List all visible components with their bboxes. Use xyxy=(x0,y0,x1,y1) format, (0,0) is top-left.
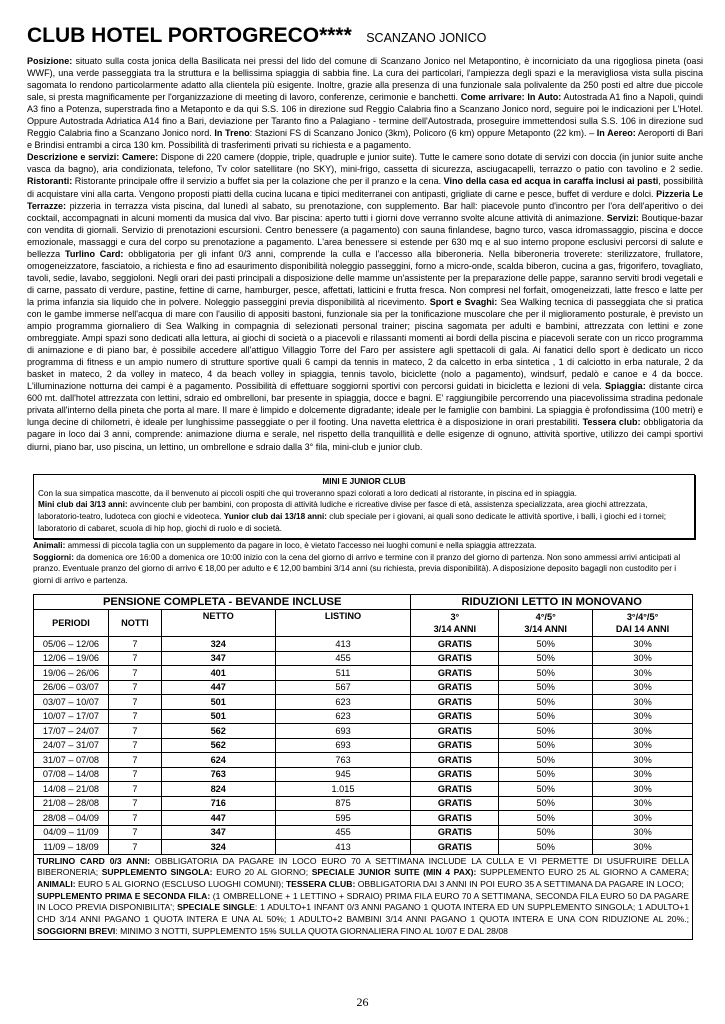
cell-listino: 693 xyxy=(275,724,411,739)
cell-notti: 7 xyxy=(108,666,161,681)
text-turlino: obbligatoria per gli infant 0/3 anni, comprende la culla e l'accesso alla biberoneria. Nella biberoneria troverete: sterilizzatore, frullatore, omogeneizzatore, fasciatoio, a richiesta e fino ad esaurimento disponibilità noleggio passeggini, forno a micro-onde, scalda biberon, cucina a gas, frigorifero, tovagliato, tavoli, sedie, lavabo, seggioloni. Negli orari dei pasti principali a disposizione delle mamme un'assistente per la preparazione delle pappe, saranno serviti brodi vegetali e di carne, passato di verdure, pastine, fettine di carne, hamburger, pesce, affettati, latticini e frutta fresca. Non compresi nel forfait, omogeneizzati, latte fresco e latte per la prima infanzia sia liquido che in polvere. Noleggio passeggini previa disponibilità al ricevimento. xyxy=(27,248,703,307)
cell-rid-3: GRATIS xyxy=(411,680,499,695)
col-header-rid-45-line1: 4°/5° xyxy=(535,612,556,622)
table-notes xyxy=(34,854,693,940)
cell-netto: 824 xyxy=(161,782,275,797)
note-text-turlino: OBBLIGATORIA DA PAGARE IN LOCO EURO 70 A SETTIMANA INCLUDE LA CULLA E VI PERMETTE DI USUFRUIRE DELLA BIBERONERIA; xyxy=(37,855,689,878)
cell-rid-45: 50% xyxy=(499,637,593,652)
table-row xyxy=(34,695,693,710)
col-header-listino: LISTINO xyxy=(275,610,411,637)
table-row xyxy=(34,796,693,811)
cell-periodo: 04/09 – 11/09 xyxy=(34,825,109,840)
cell-rid-345: 30% xyxy=(593,709,693,724)
cell-netto: 347 xyxy=(161,825,275,840)
group-header-pensione: PENSIONE COMPLETA - BEVANDE INCLUSE xyxy=(34,595,411,610)
cell-listino: 623 xyxy=(275,695,411,710)
cell-rid-345: 30% xyxy=(593,724,693,739)
hotel-location: SCANZANO JONICO xyxy=(366,31,487,45)
note-label-single: SPECIALE SINGLE xyxy=(177,902,255,913)
label-turlino: Turlino Card: xyxy=(65,248,124,259)
table-row xyxy=(34,738,693,753)
table-row xyxy=(34,637,693,652)
cell-periodo: 28/08 – 04/09 xyxy=(34,811,109,826)
text-spiaggia: distante circa 600 mt. dall'hotel attrezzata con lettini, sdraio ed ombrelloni, bar presente in spiaggia, docce e bagni. E' raggiungibile percorrendo una piacevolissima stradina pedonale privata all'interno della pineta che porta al mare. Il mare è limpido e dolcemente digradante; ideale per le famiglie con bambini. La spiaggia è profondissima (100 metri) e lunga decine di chilometri, è ideale per lunghissime passeggiate o per il footing. Una navetta elettrica è a disposizione in orari prestabiliti. xyxy=(27,381,703,428)
label-treno: In Treno xyxy=(214,128,250,139)
cell-notti: 7 xyxy=(108,709,161,724)
cell-rid-345: 30% xyxy=(593,637,693,652)
animali-paragraph xyxy=(33,540,695,552)
cell-rid-45: 50% xyxy=(499,811,593,826)
note-text-junior-suite: SUPPLEMENTO EURO 25 AL GIORNO A CAMERA; xyxy=(476,867,689,878)
col-header-periodi: PERIODI xyxy=(34,610,109,637)
cell-netto: 447 xyxy=(161,811,275,826)
cell-rid-45: 50% xyxy=(499,825,593,840)
cell-periodo: 14/08 – 21/08 xyxy=(34,782,109,797)
label-servizi: Servizi: xyxy=(606,212,639,223)
label-sport: Sport e Svaghi: xyxy=(429,296,498,307)
text-animali: ammessi di piccola taglia con un supplemento da pagare in loco, è vietato l'accesso nei luoghi comuni e nella spiaggia attrezzata. xyxy=(65,541,537,550)
hotel-description xyxy=(27,55,703,453)
club-intro: Con la sua simpatica mascotte, da il benvenuto ai piccoli ospiti che qui troveranno spazi colorati a loro dedicati al ristorante, in piscina ed in spiaggia. xyxy=(38,488,577,498)
label-soggiorni: Soggiorni: xyxy=(33,552,74,562)
label-vino: Vino della casa ed acqua in caraffa inclusi ai pasti xyxy=(443,176,659,187)
label-tessera: Tessera club: xyxy=(582,417,641,428)
label-yunior-club: Yunior club dai 13/18 anni: xyxy=(223,512,327,522)
note-label-singola: SUPPLEMENTO SINGOLA: xyxy=(101,867,213,878)
cell-netto: 562 xyxy=(161,724,275,739)
label-posizione: Posizione: xyxy=(27,56,73,66)
cell-notti: 7 xyxy=(108,782,161,797)
cell-periodo: 05/06 – 12/06 xyxy=(34,637,109,652)
cell-periodo: 12/06 – 19/06 xyxy=(34,651,109,666)
text-sport: Sea Walking tecnica di passeggiata che si pratica con le gambe immerse nell'acqua di mare con l'ausilio di appositi bastoni, funzionale sia per la tonificazione muscolare che per il miglioramento posturale, è previsto un ampio programma giornaliero di Sea Walking in compagnia di selezionati personal trainer; piscina sagomata per adulti e bambini, attrezzata con lettini e zone ombreggiate. Ampi spazi sono dedicati alla lettura, ai giochi di società o a piacevoli e rilassanti momenti ai bordi della piscina e piacevoli serate con un ricco programma di animazione e di piano bar, è possibile accedere all'attiguo Villaggio Torre del Faro per assistere agli spettacoli di gala. Ai fanatici dello sport è dedicato un ricco programma di fitness e un ampio numero di strutture sportive quali 6 campi da tennis in mateco, 2 da calcetto in erba sintetica , 1 di calciotto in erba naturale, 2 da basket in mateco, 2 da volley in mateco, 4 da beach volley in spiaggia, tennis tavolo, biciclette (nolo a pagamento), windsurf, pedalò e canoe e 4 da bocce. L'illuminazione notturna dei campi è a pagamento. Possibilità di effettuare soggiorni sportivi con percorsi guidati in bicicletta e lezioni di vela. xyxy=(27,296,703,392)
cell-rid-3: GRATIS xyxy=(411,695,499,710)
cell-netto: 716 xyxy=(161,796,275,811)
table-group-header-row xyxy=(34,595,693,610)
cell-rid-45: 50% xyxy=(499,767,593,782)
cell-netto: 347 xyxy=(161,651,275,666)
table-row xyxy=(34,724,693,739)
label-animali: Animali: xyxy=(33,541,66,550)
table-row xyxy=(34,840,693,855)
cell-periodo: 24/07 – 31/07 xyxy=(34,738,109,753)
price-table-body xyxy=(34,637,693,855)
cell-notti: 7 xyxy=(108,840,161,855)
col-header-rid-45 xyxy=(499,610,593,637)
cell-periodo: 11/09 – 18/09 xyxy=(34,840,109,855)
cell-listino: 1.015 xyxy=(275,782,411,797)
note-text-single: : 1 ADULTO+1 INFANT 0/3 ANNI PAGANO 1 QUOTA INTERA ED UN SUPPLEMENTO SINGOLA; 1 ADULTO+1 CHD 3/14 ANNI PAGANO 1 QUOTA INTERA E UNA AL 50%; 1 ADULTO+2 BAMBINI 3/14 ANNI PAGANO 1 QUOTA INTERA E UNA CON RIDUZIONE AL 20%.; xyxy=(37,902,690,925)
table-row xyxy=(34,825,693,840)
table-row xyxy=(34,753,693,768)
text-yunior-club: club speciale per i giovani, ai quali sono dedicate le attività sportive, i balli, i giochi ed i tornei; laboratorio di cabaret, scuola di hip hop, giochi di ruolo e di società. xyxy=(38,512,667,533)
club-box-title: MINI E JUNIOR CLUB xyxy=(322,477,406,486)
cell-rid-3: GRATIS xyxy=(411,724,499,739)
table-row xyxy=(34,767,693,782)
text-tessera: obbligatoria da pagare in loco dai 3 anni, comprende: animazione diurna e serale, nel rispetto della tranquillità e delle esigenze di ognuno, attività sportive, utilizzo dei campi sportivi diurni, piano bar, uso piscina, un lettino, un ombrellone e sdraio dalla 3° fila, mini-club e junior club. xyxy=(27,417,703,452)
col-header-rid-3-line1: 3° xyxy=(450,612,460,622)
cell-rid-345: 30% xyxy=(593,767,693,782)
note-label-junior-suite: SPECIALE JUNIOR SUITE (MIN 4 PAX): xyxy=(311,867,477,878)
cell-listino: 623 xyxy=(275,709,411,724)
cell-rid-3: GRATIS xyxy=(411,637,499,652)
col-header-rid-45-line2: 3/14 ANNI xyxy=(524,624,567,634)
note-label-fila: SUPPLEMENTO PRIMA E SECONDA FILA: xyxy=(37,890,211,901)
club-details xyxy=(38,499,690,534)
label-come-arrivare: Come arrivare: In Auto: xyxy=(460,92,562,103)
cell-rid-45: 50% xyxy=(499,796,593,811)
description-paragraph-services xyxy=(27,151,703,452)
cell-netto: 324 xyxy=(161,840,275,855)
group-header-riduzioni: RIDUZIONI LETTO IN MONOVANO xyxy=(411,595,693,610)
col-header-netto: NETTO xyxy=(161,610,275,637)
cell-rid-45: 50% xyxy=(499,709,593,724)
cell-rid-3: GRATIS xyxy=(411,709,499,724)
page-header xyxy=(27,24,486,48)
misc-info xyxy=(33,540,695,587)
cell-rid-45: 50% xyxy=(499,753,593,768)
col-header-rid-345-line1: 3°/4°/5° xyxy=(626,612,659,622)
label-spiaggia: Spiaggia: xyxy=(605,381,646,392)
cell-rid-3: GRATIS xyxy=(411,782,499,797)
cell-listino: 693 xyxy=(275,738,411,753)
table-row xyxy=(34,651,693,666)
soggiorni-paragraph xyxy=(33,552,695,587)
col-header-rid-345 xyxy=(593,610,693,637)
label-pizzeria: Pizzeria Le Terrazze: xyxy=(27,188,704,211)
cell-rid-3: GRATIS xyxy=(411,811,499,826)
text-treno: : Stazioni FS di Scanzano Jonico (3km), Policoro (6 km) oppure Metaponto (22 km). – xyxy=(249,128,597,139)
cell-notti: 7 xyxy=(108,637,161,652)
col-header-notti: NOTTI xyxy=(108,610,161,637)
cell-notti: 7 xyxy=(108,651,161,666)
cell-rid-45: 50% xyxy=(499,695,593,710)
note-label-brevi: SOGGIORNI BREVI xyxy=(37,925,116,936)
cell-listino: 875 xyxy=(275,796,411,811)
cell-rid-45: 50% xyxy=(499,680,593,695)
label-ristoranti: Ristoranti: xyxy=(27,176,73,187)
cell-rid-3: GRATIS xyxy=(411,825,499,840)
cell-rid-345: 30% xyxy=(593,680,693,695)
cell-netto: 401 xyxy=(161,666,275,681)
price-table xyxy=(33,594,693,940)
cell-periodo: 17/07 – 24/07 xyxy=(34,724,109,739)
note-text-animali: EURO 5 AL GIORNO (ESCLUSO LUOGHI COMUNI); xyxy=(75,878,286,889)
cell-netto: 763 xyxy=(161,767,275,782)
description-paragraph-position xyxy=(27,55,703,151)
cell-notti: 7 xyxy=(108,796,161,811)
cell-periodo: 19/06 – 26/06 xyxy=(34,666,109,681)
cell-rid-45: 50% xyxy=(499,840,593,855)
cell-periodo: 21/08 – 28/08 xyxy=(34,796,109,811)
cell-rid-345: 30% xyxy=(593,651,693,666)
cell-notti: 7 xyxy=(108,825,161,840)
text-come-arrivare: Autostrada A1 fino a Napoli, quindi A3 fino a Potenza, superstrada fino a Metaponto e da qui S.S. 106 in direzione sud Reggio Calabria fino a Scanzano Jonico nord, seguire poi le indicazioni per L'Hotel. Oppure Autostrada Adriatica A14 fino a Bari, deviazione per Taranto fino a Palagiano - termine dell'Autostrada, proseguire immettendosi sulla S.S. 106 in direzione sud Reggio Calabria fino a Scanzano Jonico nord. xyxy=(27,92,704,139)
cell-notti: 7 xyxy=(108,680,161,695)
page-number: 26 xyxy=(356,995,369,1009)
table-row xyxy=(34,680,693,695)
cell-periodo: 07/08 – 14/08 xyxy=(34,767,109,782)
text-posizione: situato sulla costa jonica della Basilicata nei pressi del lido del comune di Scanzano Jonico nel Metapontino, è incorniciato da una rigogliosa pineta (oasi WWF), una verde passeggiata tra la struttura e la bellissima spiaggia di sabbia fine. La cura dei particolari, l'ampiezza degli spazi e la meravigliosa vista sulla piscina sagomata lo rendono particolarmente adatto alla clientela più esigente. Inoltre, grazie alla presenza di una funzionale sala polivalente da 250 posti ed altre due piccole sale, si presta magnificamente per l'organizzazione di meeting di lavoro, conferenze, cerimonie e banchetti. xyxy=(27,56,703,103)
hotel-title: CLUB HOTEL PORTOGRECO**** xyxy=(27,24,352,47)
cell-rid-3: GRATIS xyxy=(411,651,499,666)
cell-rid-3: GRATIS xyxy=(411,666,499,681)
cell-netto: 501 xyxy=(161,695,275,710)
cell-rid-345: 30% xyxy=(593,753,693,768)
note-text-tessera: OBBLIGATORIA DAI 3 ANNI IN POI EURO 35 A SETTIMANA DA PAGARE IN LOCO; xyxy=(355,878,684,889)
cell-rid-345: 30% xyxy=(593,811,693,826)
cell-rid-345: 30% xyxy=(593,796,693,811)
cell-rid-45: 50% xyxy=(499,738,593,753)
cell-listino: 455 xyxy=(275,651,411,666)
table-row xyxy=(34,666,693,681)
cell-netto: 501 xyxy=(161,709,275,724)
cell-listino: 413 xyxy=(275,840,411,855)
note-text-fila: (1 OMBRELLONE + 1 LETTINO + SDRAIO) PRIMA FILA EURO 70 A SETTIMANA, SECONDA FILA EURO 50 DA PAGARE IN LOCO PREVIA DISPONIBILITA'; xyxy=(37,890,689,913)
note-label-animali: ANIMALI: xyxy=(37,878,76,889)
cell-notti: 7 xyxy=(108,811,161,826)
col-header-rid-3-line2: 3/14 ANNI xyxy=(433,624,477,634)
col-header-rid-3 xyxy=(411,610,499,637)
col-header-rid-345-line2: DAI 14 ANNI xyxy=(615,624,670,634)
label-mini-club: Mini club dai 3/13 anni: xyxy=(38,500,128,510)
cell-rid-3: GRATIS xyxy=(411,840,499,855)
note-text-singola: EURO 20 AL GIORNO; xyxy=(212,867,312,878)
cell-netto: 324 xyxy=(161,637,275,652)
cell-rid-3: GRATIS xyxy=(411,738,499,753)
cell-netto: 624 xyxy=(161,753,275,768)
cell-rid-345: 30% xyxy=(593,825,693,840)
text-vino: , possibilità di acquistare vini alla carta. Vengono proposti piatti della cucina lucana e tipici mediterranei con antipasti, grigliate di carne e pesce, buffet di verdure e dolci. xyxy=(27,176,703,199)
cell-periodo: 31/07 – 07/08 xyxy=(34,753,109,768)
text-camere: Dispone di 220 camere (doppie, triple, quadruple e junior suite). Tutte le camere sono dotate di servizi con doccia (in junior suite anche vasca da bagno), aria condizionata, telefono, Tv color satellitare (no SKY), mini-frigo, cassetta di sicurezza, asciugacapelli, terrazzo o patio con tavolino e 2 sedie. xyxy=(27,152,703,175)
note-label-turlino: TURLINO CARD 0/3 ANNI: xyxy=(37,855,151,866)
cell-rid-3: GRATIS xyxy=(411,796,499,811)
table-notes-row xyxy=(34,854,693,940)
cell-periodo: 03/07 – 10/07 xyxy=(34,695,109,710)
mini-junior-club-box xyxy=(33,474,695,539)
table-column-header-row xyxy=(34,610,693,637)
cell-notti: 7 xyxy=(108,767,161,782)
text-ristoranti: Ristorante principale offre il servizio a buffet sia per la colazione che per il pranzo e la cena. xyxy=(72,176,444,187)
cell-netto: 562 xyxy=(161,738,275,753)
cell-rid-345: 30% xyxy=(593,782,693,797)
cell-listino: 567 xyxy=(275,680,411,695)
text-aereo: Aeroporti di Bari e Brindisi entrambi a circa 130 km. Possibilità di trasferimenti privati su richiesta e a pagamento. xyxy=(27,128,703,151)
cell-listino: 763 xyxy=(275,753,411,768)
table-row xyxy=(34,782,693,797)
cell-rid-3: GRATIS xyxy=(411,767,499,782)
cell-listino: 413 xyxy=(275,637,411,652)
cell-rid-3: GRATIS xyxy=(411,753,499,768)
text-soggiorni: da domenica ore 16:00 a domenica ore 10:00 inizio con la cena del giorno di arrivo e termine con il pranzo del giorno di partenza. Non sono ammessi arrivi anticipati al pranzo. Eventuale pranzo del giorno di arrivo € 18,00 per adulto e € 12,00 bambini 3/14 anni (su richiesta, previa disponibilità). A disposizione deposito bagagli non custodito per i giorni di arrivo e partenza. xyxy=(33,552,681,586)
cell-listino: 945 xyxy=(275,767,411,782)
cell-rid-345: 30% xyxy=(593,840,693,855)
cell-netto: 447 xyxy=(161,680,275,695)
cell-listino: 595 xyxy=(275,811,411,826)
text-pizzeria: pizzeria in terrazza vista piscina, dal lunedì al sabato, su prenotazione, con supplemento. Bar hall: piacevole punto d'incontro per l'ora dell'aperitivo o dei cocktail, accompagnati in alcuni momenti da musica dal vivo. Bar piscina: aperto tutti i giorni dove verranno svolte alcune attività di animazione. xyxy=(27,200,703,223)
cell-notti: 7 xyxy=(108,738,161,753)
label-aereo: In Aereo: xyxy=(596,128,636,139)
note-label-tessera: TESSERA CLUB: xyxy=(285,878,356,889)
cell-rid-345: 30% xyxy=(593,738,693,753)
cell-periodo: 10/07 – 17/07 xyxy=(34,709,109,724)
cell-listino: 511 xyxy=(275,666,411,681)
cell-notti: 7 xyxy=(108,695,161,710)
table-row xyxy=(34,709,693,724)
cell-rid-45: 50% xyxy=(499,651,593,666)
cell-rid-45: 50% xyxy=(499,666,593,681)
cell-notti: 7 xyxy=(108,724,161,739)
cell-rid-45: 50% xyxy=(499,724,593,739)
cell-rid-45: 50% xyxy=(499,782,593,797)
cell-notti: 7 xyxy=(108,753,161,768)
cell-rid-345: 30% xyxy=(593,666,693,681)
label-camere: Descrizione e servizi: Camere: xyxy=(27,152,159,163)
cell-rid-345: 30% xyxy=(593,695,693,710)
table-row xyxy=(34,811,693,826)
note-text-brevi: : MINIMO 3 NOTTI, SUPPLEMENTO 15% SULLA QUOTA GIORNALIERA FINO AL 10/07 E DAL 28/08 xyxy=(115,925,508,936)
text-servizi: Boutique-bazar con vendita di giornali. Servizio di prenotazioni escursioni. Centro benessere (a pagamento) con sauna finlandese, bagno turco, vasca idromassaggio, piscina e docce emozionale, massaggi e cura del corpo su prenotazione a pagamento. L'area benessere si estende per 630 mq e al suo interno propone esclusivi percorsi di salute e bellezza xyxy=(27,212,704,259)
cell-periodo: 26/06 – 03/07 xyxy=(34,680,109,695)
text-mini-club: avvincente club per bambini, con proposta di attività ludiche e ricreative divise per fasce di età, assistenza specializzata, area giochi attrezzata, laboratorio-teatro, ludoteca con giochi e videoteca. xyxy=(38,500,648,522)
cell-listino: 455 xyxy=(275,825,411,840)
